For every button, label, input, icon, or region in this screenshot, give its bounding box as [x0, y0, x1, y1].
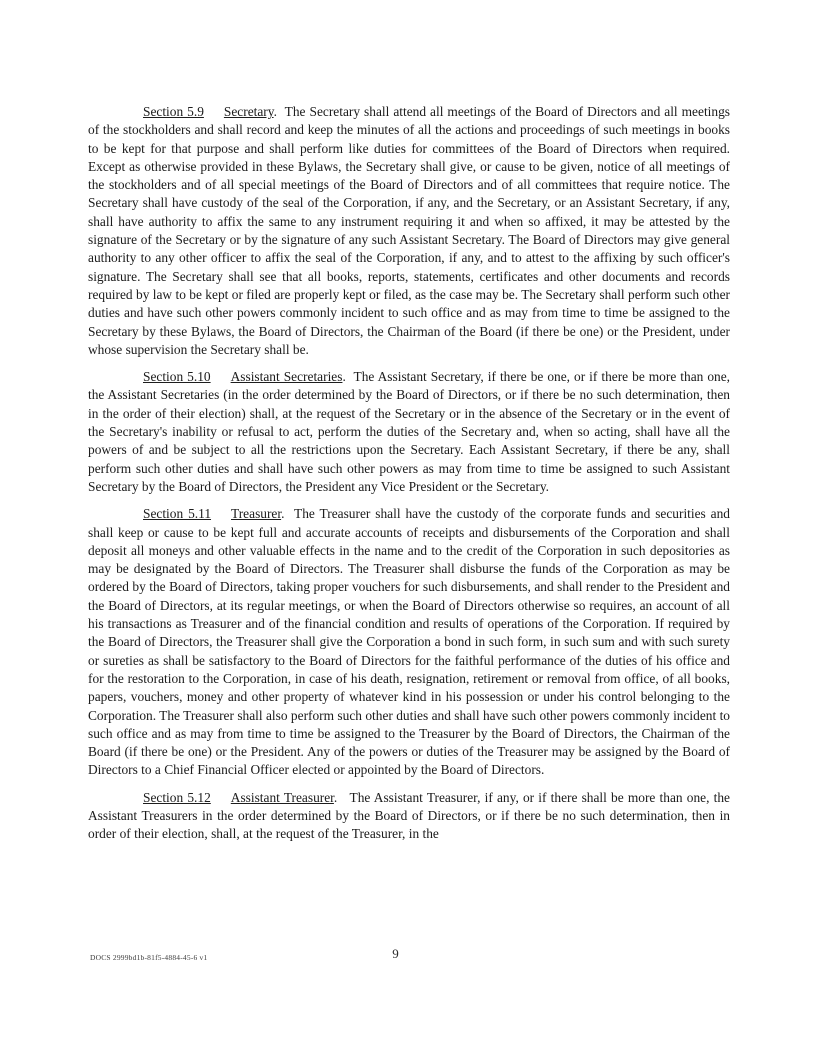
section-5-11-text: . The Treasurer shall have the custody of the corporate funds and securities and shall keep or cause to be kept full and accurate accounts of receipts and disbursements of the Corporation and shall deposit all moneys and other valuable effects in the name and to the credit of the Corporation in such depositories as may be designated by the Board of Directors. The Treasurer shall disburse the funds of the Corporation as may be ordered by the Board of Directors, taking proper vouchers for such disbursements, and shall render to the President and the Board of Directors, at its regular meetings, or when the Board of Directors otherwise so requires, an account of all his transactions as Treasurer and of the financial condition and results of operations of the Corporation. If required by the Board of Directors, the Treasurer shall give the Corporation a bond in such form, in such sum and with such surety or sureties as shall be satisfactory to the Board of Directors for the faithful performance of the duties of his office and for the restoration to the Corporation, in case of his death, resignation, retirement or removal from office, of all books, papers, vouchers, money and other property of whatever kind in his possession or under his control belonging to the Corporation. The Treasurer shall also perform such other duties and shall have such other powers commonly incident to such office and as may from time to time be assigned to the Treasurer by the Board of Directors, the Chairman of the Board (if there be one) or the President. Any of the powers or duties of the Treasurer may be assigned by the Board of Directors to a Chief Financial Officer elected or appointed by the Board of Directors. — [88, 506, 730, 778]
section-5-11-title: Treasurer — [231, 506, 282, 522]
section-5-9-paragraph — [88, 103, 730, 359]
section-5-10-title: Assistant Secretaries — [230, 369, 343, 385]
section-5-11-paragraph — [88, 505, 730, 779]
section-5-12-title: Assistant Treasurer — [230, 789, 334, 805]
section-5-11-label: Section 5.11 — [143, 506, 212, 522]
section-5-9-title: Secretary — [223, 104, 274, 119]
section-5-12-label: Section 5.12 — [143, 789, 211, 805]
footer-doc-id: DOCS 2999bd1b-81f5-4884-45-6 v1 — [90, 953, 208, 962]
page-number: 9 — [392, 946, 399, 961]
section-5-10-paragraph — [88, 368, 730, 496]
section-5-9-text: . The Secretary shall attend all meetings of the Board of Directors and all meetings of the stockholders and shall record and keep the minutes of all the actions and proceedings of such meetings in books to be kept for that purpose and shall perform like duties for committees of the Board of Directors when required. Except as otherwise provided in these Bylaws, the Secretary shall give, or cause to be given, notice of all meetings of the stockholders and of all special meetings of the Board of Directors and of all committees that require notice. The Secretary shall have custody of the seal of the Corporation, if any, and the Secretary, or an Assistant Secretary, if any, shall have authority to affix the same to any instrument requiring it and when so affixed, it may be attested by the signature of the Secretary or by the signature of any such Assistant Secretary. The Board of Directors may give general authority to any other officer to affix the seal of the Corporation, if any, and to attest to the affixing by such officer's signature. The Secretary shall see that all books, reports, statements, certificates and other documents and records required by law to be kept or filed are properly kept or filed, as the case may be. The Secretary shall perform such other duties and have such other powers commonly incident to such office and as may from time to time be assigned to the Secretary by these Bylaws, the Board of Directors, the Chairman of the Board (if there be one) or the President, under whose supervision the Secretary shall be. — [88, 104, 730, 357]
section-5-12-text: . The Assistant Treasurer, if any, or if there shall be more than one, the Assistant Treasurers in the order determined by the Board of Directors, or if there be no such determination, then in order of their election, shall, at the request of the Treasurer, in the — [88, 789, 730, 842]
document-body — [88, 103, 730, 853]
section-5-10-label: Section 5.10 — [143, 369, 211, 385]
section-5-12-paragraph — [88, 789, 730, 844]
section-5-9-label: Section 5.9 — [143, 104, 204, 119]
section-5-10-text: . The Assistant Secretary, if there be one, or if there be more than one, the Assistant Secretaries (in the order determined by the Board of Directors, or if there be no such determination, then in the order of their election) shall, at the request of the Secretary or in the absence of the Secretary or in the event of the Secretary's inability or refusal to act, perform the duties of the Secretary and, when so acting, shall have all the powers of and be subject to all the restrictions upon the Secretary. Each Assistant Secretary, if there be any, shall perform such other duties and shall have such other powers as may from time to time be assigned to such Assistant Secretary by the Board of Directors, the President any Vice President or the Secretary. — [88, 369, 731, 494]
